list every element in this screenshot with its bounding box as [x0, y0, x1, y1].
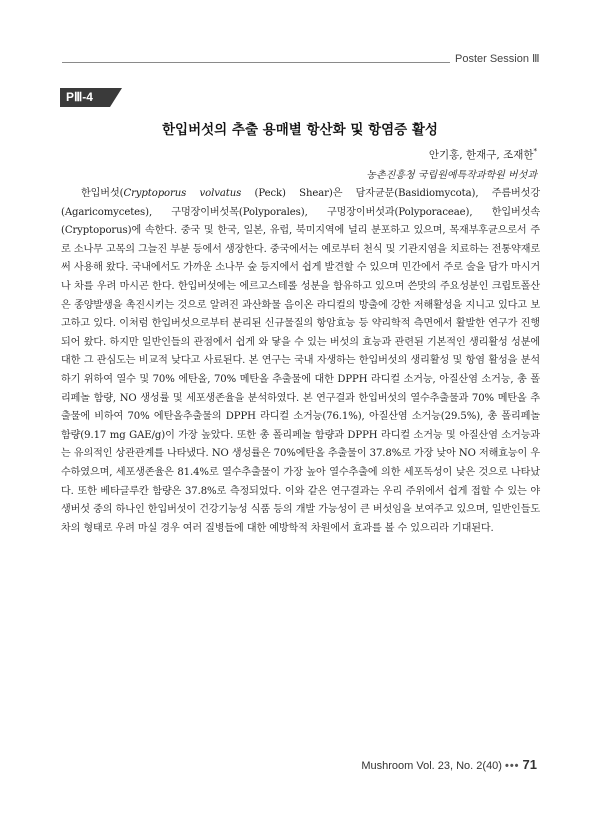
page-number: 71 [522, 757, 537, 772]
affiliation: 농촌진흥청 국립원예특작과학원 버섯과 [366, 170, 537, 181]
section-header: Poster Session Ⅲ [455, 53, 540, 65]
footer-dots: ••• [504, 760, 520, 772]
journal-info: Mushroom Vol. 23, No. 2(40) [361, 760, 502, 772]
header-rule [62, 62, 450, 63]
paper-title: 한입버섯의 추출 용매별 항산화 및 항염증 활성 [162, 122, 438, 138]
abstract-text: 한입버섯(Cryptoporus volvatus (Peck) Shear)은 담자균문(Basidiomycota), 주름버섯강(Agaricomycetes), 구멍장이버섯목(Polyporales), 구멍장이버섯과(Polyporaceae), 한입버섯속(Cryptoporus)에 속한다. 중국 및 한국, 일본, 유럽, 북미지역에 널리 분포하고 있으며, 목재부후균으로서 주로 소나무 고목의 그늘진 부분 등에서 생장한다. 중국에서는 예로부터 천식 및 기관지염을 치료하는 전통약재로써 사용해 왔다. 국내에서도 가까운 소나무 숲 등지에서 쉽게 발견할 수 있으며 민간에서 주로 술을 담가 마시거나 차를 우려 마시곤 한다. 한입버섯에는 에르고스테롤 성분을 함유하고 있으며 쓴맛의 주요성분인 크립토폴산은 종양발생을 촉진시키는 것으로 알려진 과산화물 음이온 라디컬의 방출에 강한 저해활성을 지니고 있다고 보고하고 있다. 이처럼 한입버섯으로부터 분리된 신규물질의 항암효능 등 약리학적 측면에서 활발한 연구가 진행되어 왔다. 하지만 일반인들의 관점에서 쉽게 와 닿을 수 있는 버섯의 효능과 관련된 기본적인 생리활성 성분에 대한 그 관심도는 비교적 낮다고 사료된다. 본 연구는 국내 자생하는 한입버섯의 생리활성 및 항염 활성을 분석하기 위하여 열수 및 70% 에탄올, 70% 메탄올 추출물에 대한 DPPH 라디컬 소거능, 아질산염 소거능, 총 폴리페놀 함량, NO 생성률 및 세포생존율을 분석하였다. 본 연구결과 한입버섯의 열수추출물과 70% 메탄올 추출물에 비하여 70% 에탄올추출물의 DPPH 라디컬 소거능(76.1%), 아질산염 소거능(29.5%), 총 폴리페놀 함량(9.17 mg GAE/g)이 가장 높았다. 또한 총 폴리페놀 함량과 DPPH 라디컬 소거능 및 아질산염 소거능과는 유의적인 상관관계를 나타냈다. NO 생성률은 70%에탄올 추출물이 37.8%로 가장 낮아 NO 저해효능이 우수하였으며, 세포생존율은 81.4%로 열수추출물이 가장 높아 열수추출에 의한 세포독성이 낮은 것으로 나타났다. 또한 베타글루칸 함량은 37.8%로 측정되었다. 이와 같은 연구결과는 우리 주위에서 쉽게 접할 수 있는 야생버섯 중의 하나인 한입버섯이 건강기능성 식품 등의 개발 가능성이 큰 버섯임을 보여주고 있으며, 일반인들도 차의 형태로 우려 마실 경우 여러 질병들에 대한 예방학적 차원에서 효과를 볼 수 있으리라 기대된다. [61, 188, 540, 534]
authors [429, 147, 537, 162]
badge-label: PⅢ-4 [66, 90, 93, 104]
session-badge [60, 88, 122, 107]
page-footer [361, 757, 537, 772]
author-names: 안기홍, 한재구, 조재한 [428, 149, 534, 161]
corresponding-author-mark: * [533, 147, 537, 156]
